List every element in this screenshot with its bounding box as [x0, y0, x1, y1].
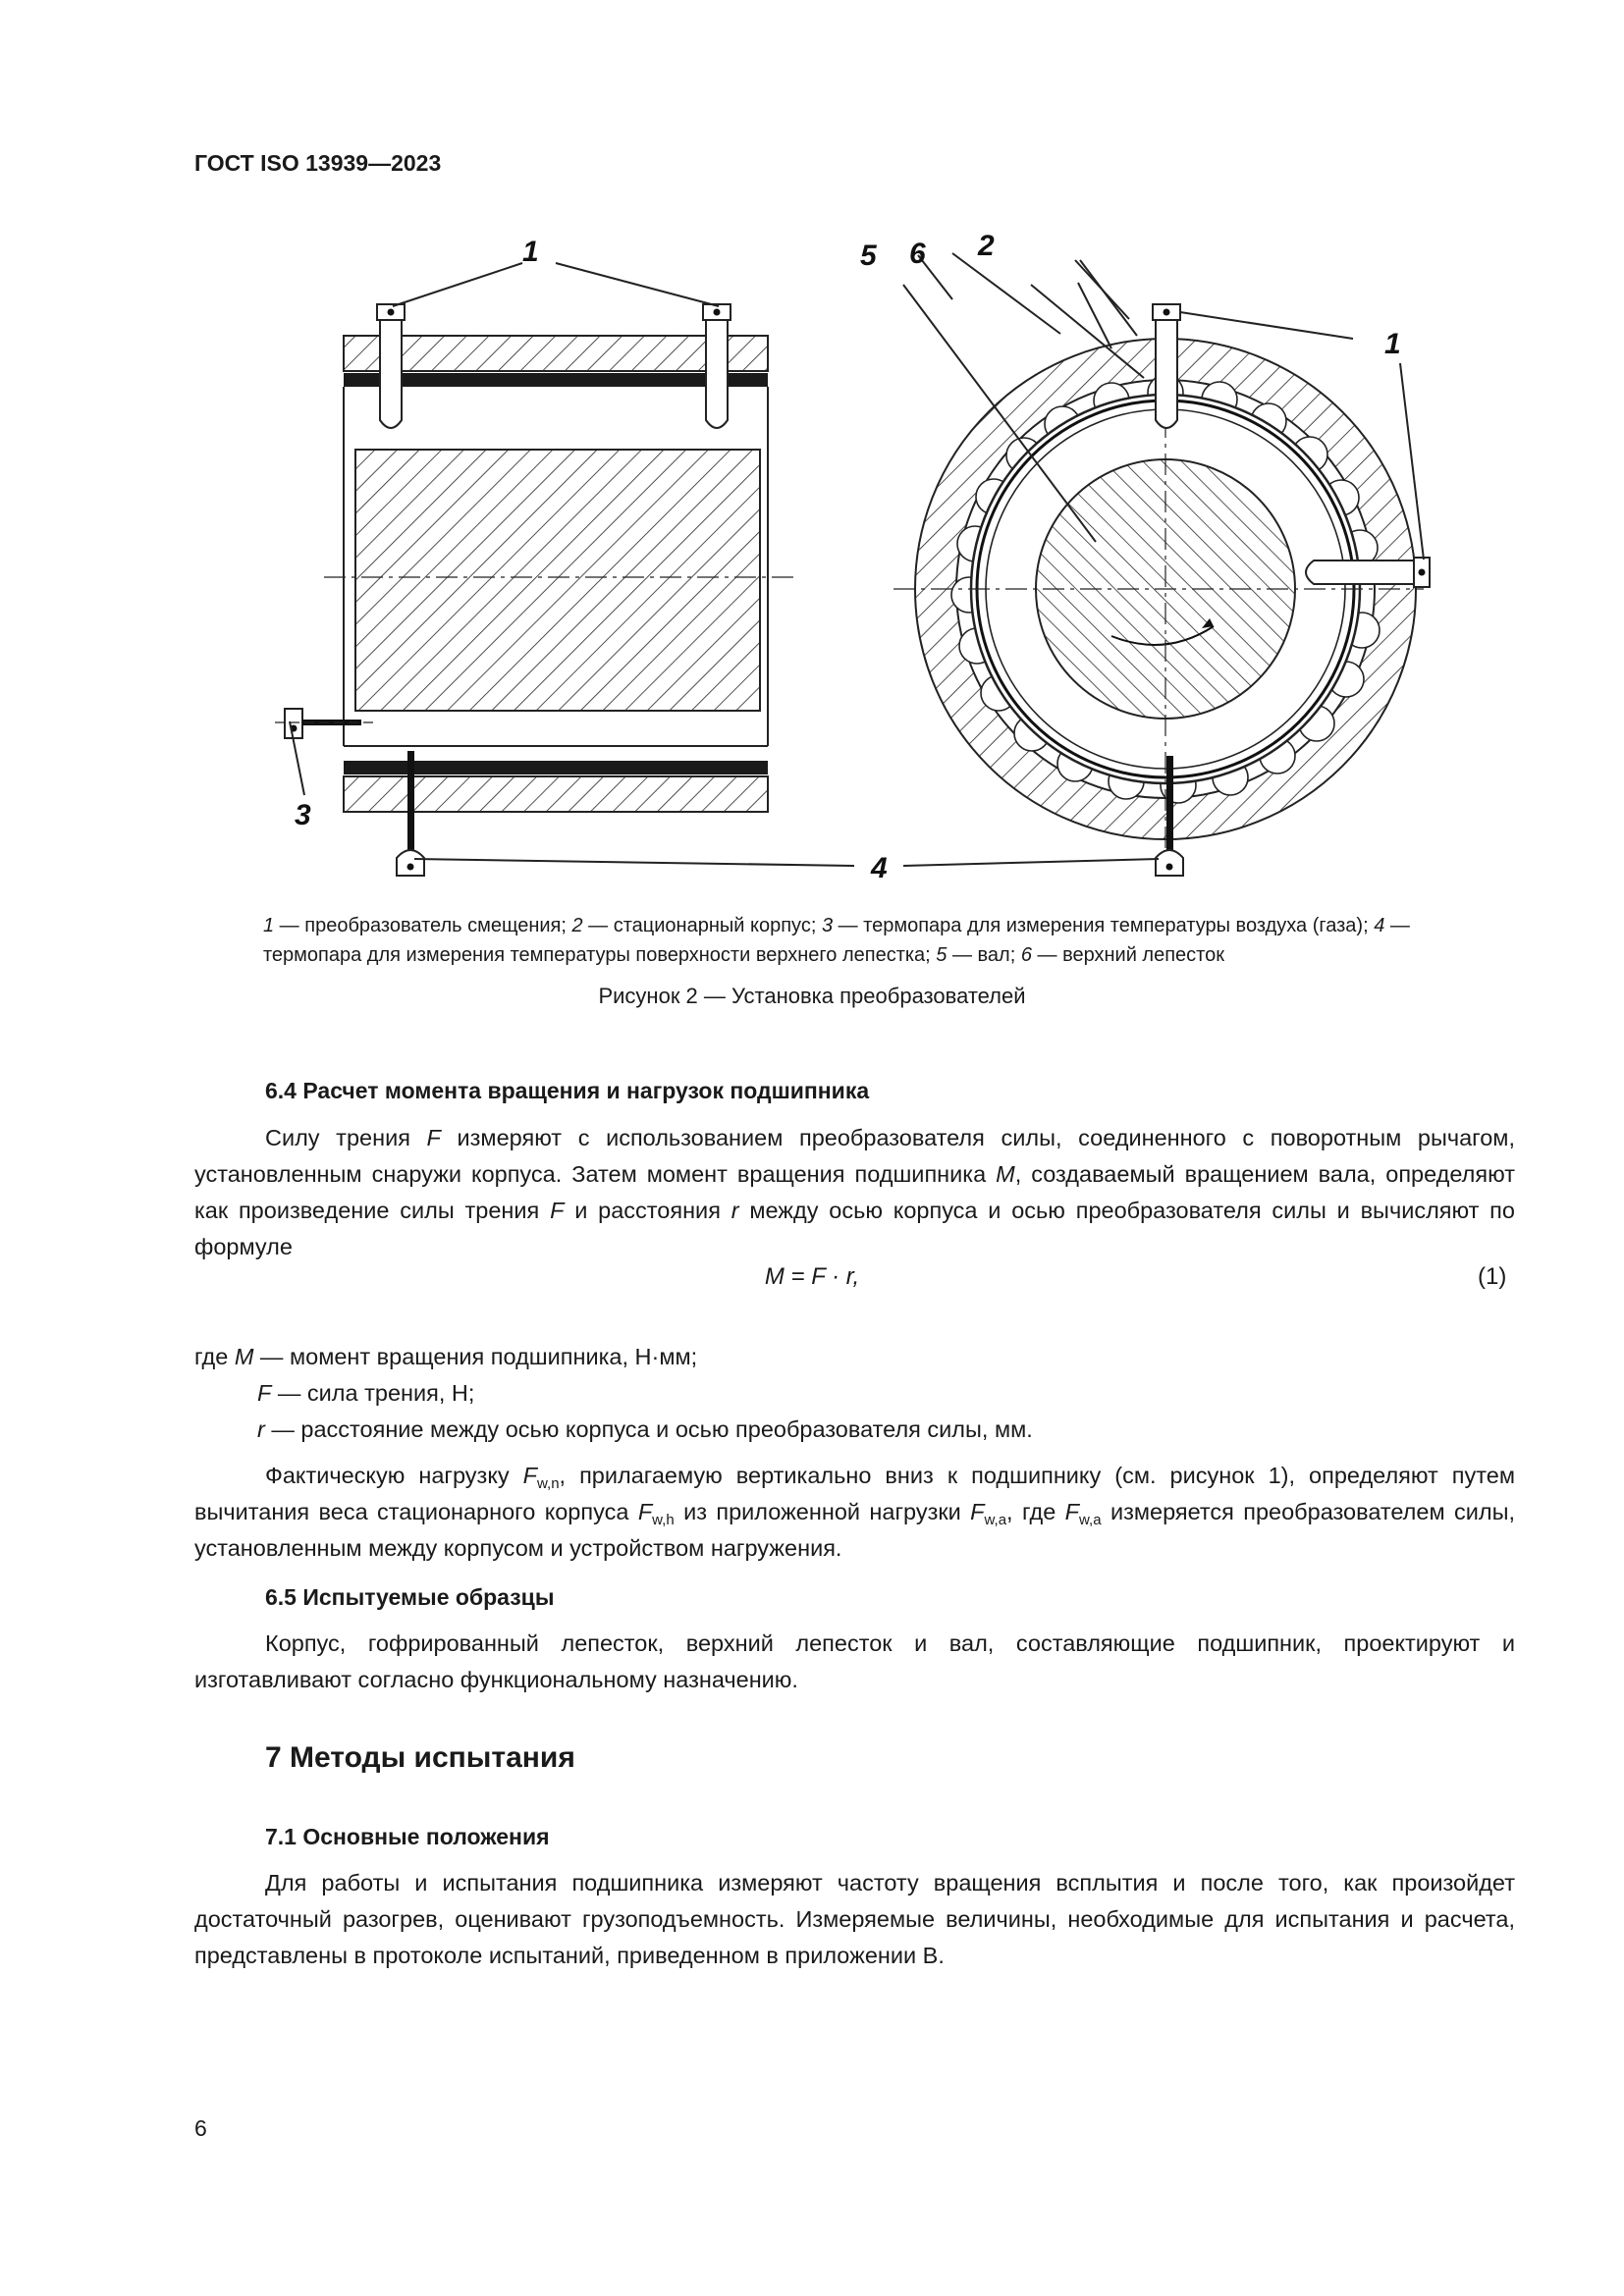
section-7-title: 7 Методы испытания [265, 1741, 575, 1774]
label-1-left: 1 [522, 236, 539, 268]
shaft-section [355, 450, 760, 711]
document-header: ГОСТ ISO 13939—2023 [194, 150, 442, 176]
label-3: 3 [295, 799, 311, 831]
legend-num: 1 [263, 915, 275, 936]
section-6-5-title: 6.5 Испытуемые образцы [265, 1584, 555, 1610]
formula-1: M = F · r, [764, 1263, 860, 1290]
figure-caption: Рисунок 2 — Установка преобразователей [598, 984, 1026, 1008]
section-7-1-paragraph: Для работы и испытания подшипника измеряют частоту вращения всплытия и после того, как произойдет достаточный разогрев, оценивают грузоподъемность. Измеряемые величины, необходимые для испытания и расчета, представлены в протоколе испытаний, приведенном в приложении В. [194, 1870, 1515, 1968]
where-line-r: r — расстояние между осью корпуса и осью преобразователя силы, мм. [257, 1416, 1033, 1442]
legend-num: 2 [571, 915, 583, 936]
displacement-transducer-top [1153, 304, 1180, 428]
section-6-4-paragraph-2: Фактическую нагрузку $F_{w,n}$, прилагаемую вертикально вниз к подшипнику (см. рисунок 1), определяют путем вычитания веса стационарного корпуса $F_{w,h}$ из приложенной нагрузки $F_{w,a}$, где $F_{w,a}$ измеряется преобразователем силы, установленным между корпусом и устройством нагружения. [194, 1463, 1516, 1561]
side-section-view [275, 304, 795, 893]
section-7-1-title: 7.1 Основные положения [265, 1824, 550, 1849]
legend-text: — термопара для измерения температуры воздуха (газа); [833, 915, 1375, 936]
label-2: 2 [978, 230, 995, 262]
legend-text: — преобразователь смещения; [274, 915, 572, 936]
legend-num: 3 [821, 915, 834, 936]
label-1-right: 1 [1384, 328, 1401, 360]
housing-top-section [344, 336, 768, 371]
label-6: 6 [909, 238, 926, 270]
legend-num: 4 [1374, 915, 1385, 936]
formula-number: (1) [1478, 1263, 1507, 1290]
legend-text: — стационарный корпус; [582, 915, 822, 936]
section-6-4-title: 6.4 Расчет момента вращения и нагрузок подшипника [265, 1078, 870, 1103]
legend-text: — верхний лепесток [1031, 944, 1224, 966]
legend-text: — вал; [947, 944, 1021, 966]
displacement-transducer-left [377, 304, 405, 428]
where-line-m: где M — момент вращения подшипника, Н·мм; [194, 1344, 698, 1369]
label-4: 4 [871, 852, 888, 884]
radial-section-view [893, 304, 1430, 876]
top-foil-top [344, 373, 768, 387]
legend-num: 6 [1020, 944, 1032, 966]
section-6-4-paragraph-1: Силу трения F измеряют с использованием преобразователя силы, соединенного с поворотным рычагом, установленным снаружи корпуса. Затем момент вращения подшипника M, создаваемый вращением вала, определяют как произведение силы трения F и расстояния r между осью корпуса и осью преобразователя силы и вычисляют по формуле [194, 1125, 1515, 1259]
section-6-5-paragraph: Корпус, гофрированный лепесток, верхний лепесток и вал, составляющие подшипник, проектируют и изготавливают согласно функциональному назначению. [194, 1630, 1515, 1692]
transducer-setup-figure [265, 226, 1443, 893]
legend-num: 5 [936, 944, 947, 966]
displacement-transducer-side [1306, 558, 1430, 587]
page-number: 6 [194, 2115, 207, 2141]
legend-text: — термопара для измерения температуры поверхности верхнего лепестка; [263, 915, 1410, 966]
displacement-transducer-right [703, 304, 731, 428]
top-foil-bottom [344, 761, 768, 774]
label-5: 5 [860, 240, 877, 272]
where-line-f: F — сила трения, Н; [257, 1380, 475, 1406]
figure-legend [263, 911, 1461, 970]
housing-bottom-section [344, 776, 768, 812]
